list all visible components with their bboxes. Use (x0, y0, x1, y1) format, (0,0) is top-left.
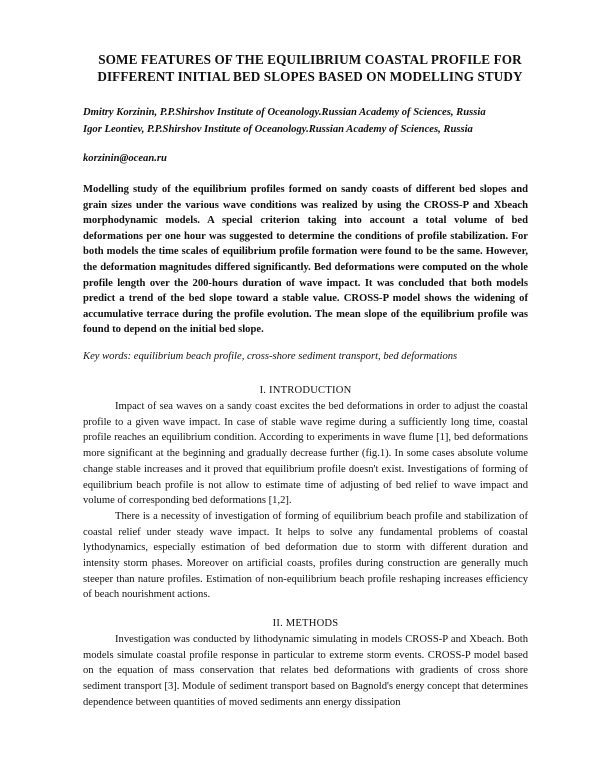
author-1: Dmitry Korzinin, P.P.Shirshov Institute of Oceanology.Russian Academy of Sciences, Russia (83, 107, 486, 118)
keywords: Key words: equilibrium beach profile, cross-shore sediment transport, bed deformations (83, 351, 458, 362)
methods-paragraph-1: Investigation was conducted by lithodynamic simulating in models CROSS-P and Xbeach. Both models simulate coastal profile response in particular to extreme storm events. CROSS-P model based on the equation of mass conservation that relates bed deformations with gradients of cross shore sediment transport [3]. Module of sediment transport based on Bagnold's energy concept that determines dependence between quantities of moved sediments ann energy dissipation (83, 634, 528, 708)
author-2: Igor Leontiev, P.P.Shirshov Institute of Oceanology.Russian Academy of Sciences, Russia (83, 124, 473, 135)
methods-section (83, 632, 528, 711)
title-line-2: DIFFERENT INITIAL BED SLOPES BASED ON MODELLING STUDY (97, 69, 523, 84)
abstract: Modelling study of the equilibrium profiles formed on sandy coasts of different bed slopes and grain sizes under the various wave conditions was realized by using the CROSS-P and Xbeach morphodynamic models. A special criterion taking into account a total volume of bed deformations per one hour was suggested to determine the conditions of profile stabilization. For both models the time scales of equilibrium profile formation were found to be the same. However, the deformation magnitudes differed significantly. Bed deformations were computed on the whole profile length over the 200-hours duration of wave impact. It was concluded that both models predict a trend of the bed slope toward a stable value. CROSS-P model shows the widening of accumulative terrace during the profile evolution. The mean slope of the equilibrium profile was found to depend on the initial bed slope. (83, 184, 528, 336)
paper-title (80, 51, 540, 85)
introduction-paragraph-2: There is a necessity of investigation of forming of equilibrium beach profile and stabilization of coastal relief under steady wave impact. It helps to solve any fundamental problems of coastal lythodynamics, especially estimation of bed deformation due to storm with different duration and intensity storm phases. Moreover on artificial coasts, profiles during construction are generally much steeper than nature profiles. Estimation of non-equilibrium beach profile reshaping increases efficiency of beach nourishment actions. (83, 510, 528, 601)
author-list (83, 104, 543, 138)
introduction-paragraph-1: Impact of sea waves on a sandy coast excites the bed deformations in order to adjust the coastal profile to a given wave impact. In case of stable wave regime during a sufficiently long time, coastal profile reaches an equilibrium condition. According to experiments in wave flume [1], bed deformations more significant at the beginning and gradually decrease further (fig.1). In some cases absolute volume change stable increases and it proved that equilibrium profile doesn't exist. Investigations of forming of equilibrium beach profile is not allow to estimate time of adjusting of bed relief to wave impact and volume of corresponding bed deformations [1,2]. (83, 401, 528, 507)
section-heading-methods: II. METHODS (272, 618, 339, 629)
title-line-1: SOME FEATURES OF THE EQUILIBRIUM COASTAL PROFILE FOR (98, 52, 522, 67)
section-heading-introduction: I. INTRODUCTION (259, 385, 352, 396)
author-email: korzinin@ocean.ru (83, 153, 167, 164)
introduction-section (83, 399, 528, 603)
